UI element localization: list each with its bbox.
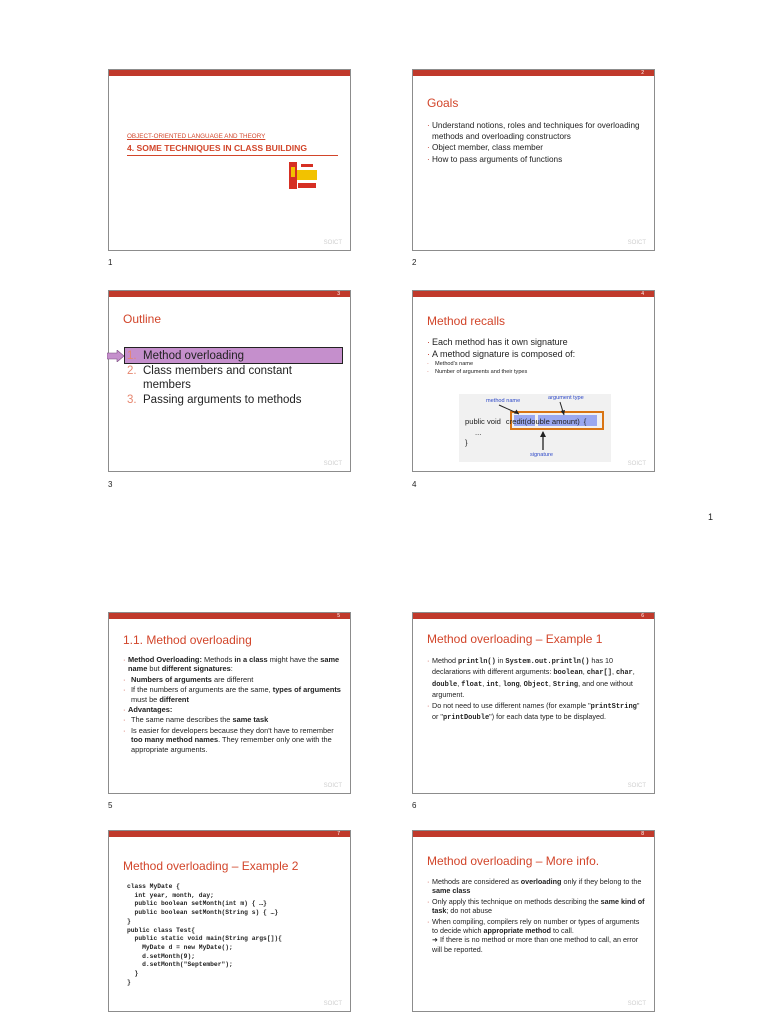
bullet-list	[427, 337, 647, 377]
watermark: SOICT	[323, 1001, 342, 1007]
bullet: · Do not need to use different names (for example "printString" or "printDouble") for each data type to be displayed.	[427, 701, 643, 724]
bullet: · Method println() in System.out.println() has 10 declarations with different arguments: boolean, char[], char, double, float, int, long, Object, String, and one without argument.	[427, 656, 643, 700]
slide-header-bar	[413, 613, 654, 619]
watermark: SOICT	[627, 240, 646, 246]
slide-number: 8	[641, 831, 644, 837]
slide-header-bar	[413, 291, 654, 297]
slide-1	[108, 69, 351, 251]
bullet-list	[427, 877, 645, 955]
slide-number: 2	[641, 70, 644, 76]
slide-header-bar	[109, 613, 350, 619]
item-text: Passing arguments to methods	[143, 394, 302, 406]
code-prefix: public void	[465, 417, 501, 426]
slide-7	[108, 830, 351, 1012]
bullet: · Advantages:	[123, 705, 345, 714]
divider	[127, 155, 338, 156]
page-number: 1	[108, 258, 113, 267]
slide-number: 6	[641, 613, 644, 619]
outline-item	[123, 364, 341, 392]
item-number: 1.	[127, 350, 137, 362]
bullet: · A method signature is composed of:	[427, 349, 647, 360]
slide-subtitle: OBJECT-ORIENTED LANGUAGE AND THEORY	[127, 133, 266, 140]
outline-item	[123, 393, 341, 407]
bullet: · When compiling, compilers rely on number or types of arguments to decide which appropriate method to call. ➜ If there is no method or more than one method to call, an error will be reported.	[427, 917, 645, 955]
bullet: · Object member, class member	[427, 143, 647, 154]
watermark: SOICT	[627, 1001, 646, 1007]
sub-bullet: · Method's name	[427, 361, 647, 368]
slide-title: Method overloading – More info.	[427, 854, 600, 868]
slide-title: Goals	[427, 96, 459, 110]
bullet: · Methods are considered as overloading only if they belong to the same class	[427, 877, 645, 896]
page-number: 2	[412, 258, 417, 267]
code-brace: {	[583, 417, 587, 426]
slide-header-bar	[109, 291, 350, 297]
sub-bullet: · The same name describes the same task	[123, 715, 345, 724]
slide-6	[412, 612, 655, 794]
slide-3	[108, 290, 351, 472]
sub-bullet: · Numbers of arguments are different	[123, 675, 345, 684]
slide-4	[412, 290, 655, 472]
item-text: Method overloading	[143, 350, 245, 362]
watermark: SOICT	[323, 240, 342, 246]
bullet-list	[123, 655, 345, 755]
code-params: double amount	[527, 417, 578, 426]
sub-bullet: · Is easier for developers because they don't have to remember too many method names. They remember only one with the appropriate arguments.	[123, 726, 345, 754]
slide-number: 3	[337, 291, 340, 297]
slide-title: Outline	[123, 312, 162, 326]
bullet: · Each method has it own signature	[427, 337, 647, 348]
outline-item	[123, 349, 341, 363]
university-logo	[289, 162, 317, 189]
watermark: SOICT	[323, 461, 342, 467]
bullet: · Understand notions, roles and techniques for overloading methods and overloading constructors	[427, 121, 647, 142]
page-number: 5	[108, 801, 113, 810]
code-close: )	[577, 417, 580, 426]
signature-label: signature	[530, 452, 554, 458]
signature-figure	[459, 394, 611, 462]
slide-header-bar	[109, 70, 350, 76]
bullet: · Method Overloading: Methods in a class might have the same name but different signatures:	[123, 655, 345, 674]
sub-bullet: · Number of arguments and their types	[427, 369, 647, 376]
method-name-label: method name	[486, 398, 521, 404]
slide-title: Method overloading – Example 1	[427, 632, 603, 646]
code-end: }	[465, 438, 468, 447]
slide-title: Method overloading – Example 2	[123, 859, 299, 873]
sub-bullet: · If the numbers of arguments are the same, types of arguments must be different	[123, 685, 345, 704]
page-number: 6	[412, 801, 417, 810]
slide-header-bar	[413, 70, 654, 76]
slide-number: 7	[337, 831, 340, 837]
item-text: Class members and constant members	[143, 365, 292, 391]
item-number: 3.	[127, 394, 137, 406]
watermark: SOICT	[323, 783, 342, 789]
watermark: SOICT	[627, 461, 646, 467]
code-method-name: credit	[505, 417, 525, 426]
code-paren: (	[524, 417, 527, 426]
code-block: class MyDate { int year, month, day; public boolean setMonth(int m) { …} public boolean setMonth(String s) { …} } public class Test{ public static void main(String args[]){ MyDate d = new MyDate(); d.setMonth(9); d.setMonth("September"); } }	[127, 883, 282, 986]
slide-5	[108, 612, 351, 794]
watermark: SOICT	[627, 783, 646, 789]
page-number: 4	[412, 480, 417, 489]
bullet-list	[427, 656, 643, 724]
slide-title: 4. SOME TECHNIQUES IN CLASS BUILDING	[127, 143, 308, 153]
page-number: 3	[108, 480, 113, 489]
slide-title: 1.1. Method overloading	[123, 633, 252, 647]
slide-number: 4	[641, 291, 644, 297]
slide-title: Method recalls	[427, 314, 506, 328]
bullet-list	[427, 121, 647, 166]
slide-2	[412, 69, 655, 251]
item-number: 2.	[127, 365, 137, 377]
slide-number: 5	[337, 613, 340, 619]
code-dots: ...	[475, 428, 482, 437]
bullet: · How to pass arguments of functions	[427, 155, 647, 166]
outline-list	[123, 349, 341, 408]
bullet: · Only apply this technique on methods describing the same kind of task; do not abuse	[427, 897, 645, 916]
slide-header-bar	[109, 831, 350, 837]
argument-type-label: argument type	[548, 395, 584, 401]
sheet-page-number: 1	[708, 512, 714, 522]
slide-header-bar	[413, 831, 654, 837]
slide-8	[412, 830, 655, 1012]
